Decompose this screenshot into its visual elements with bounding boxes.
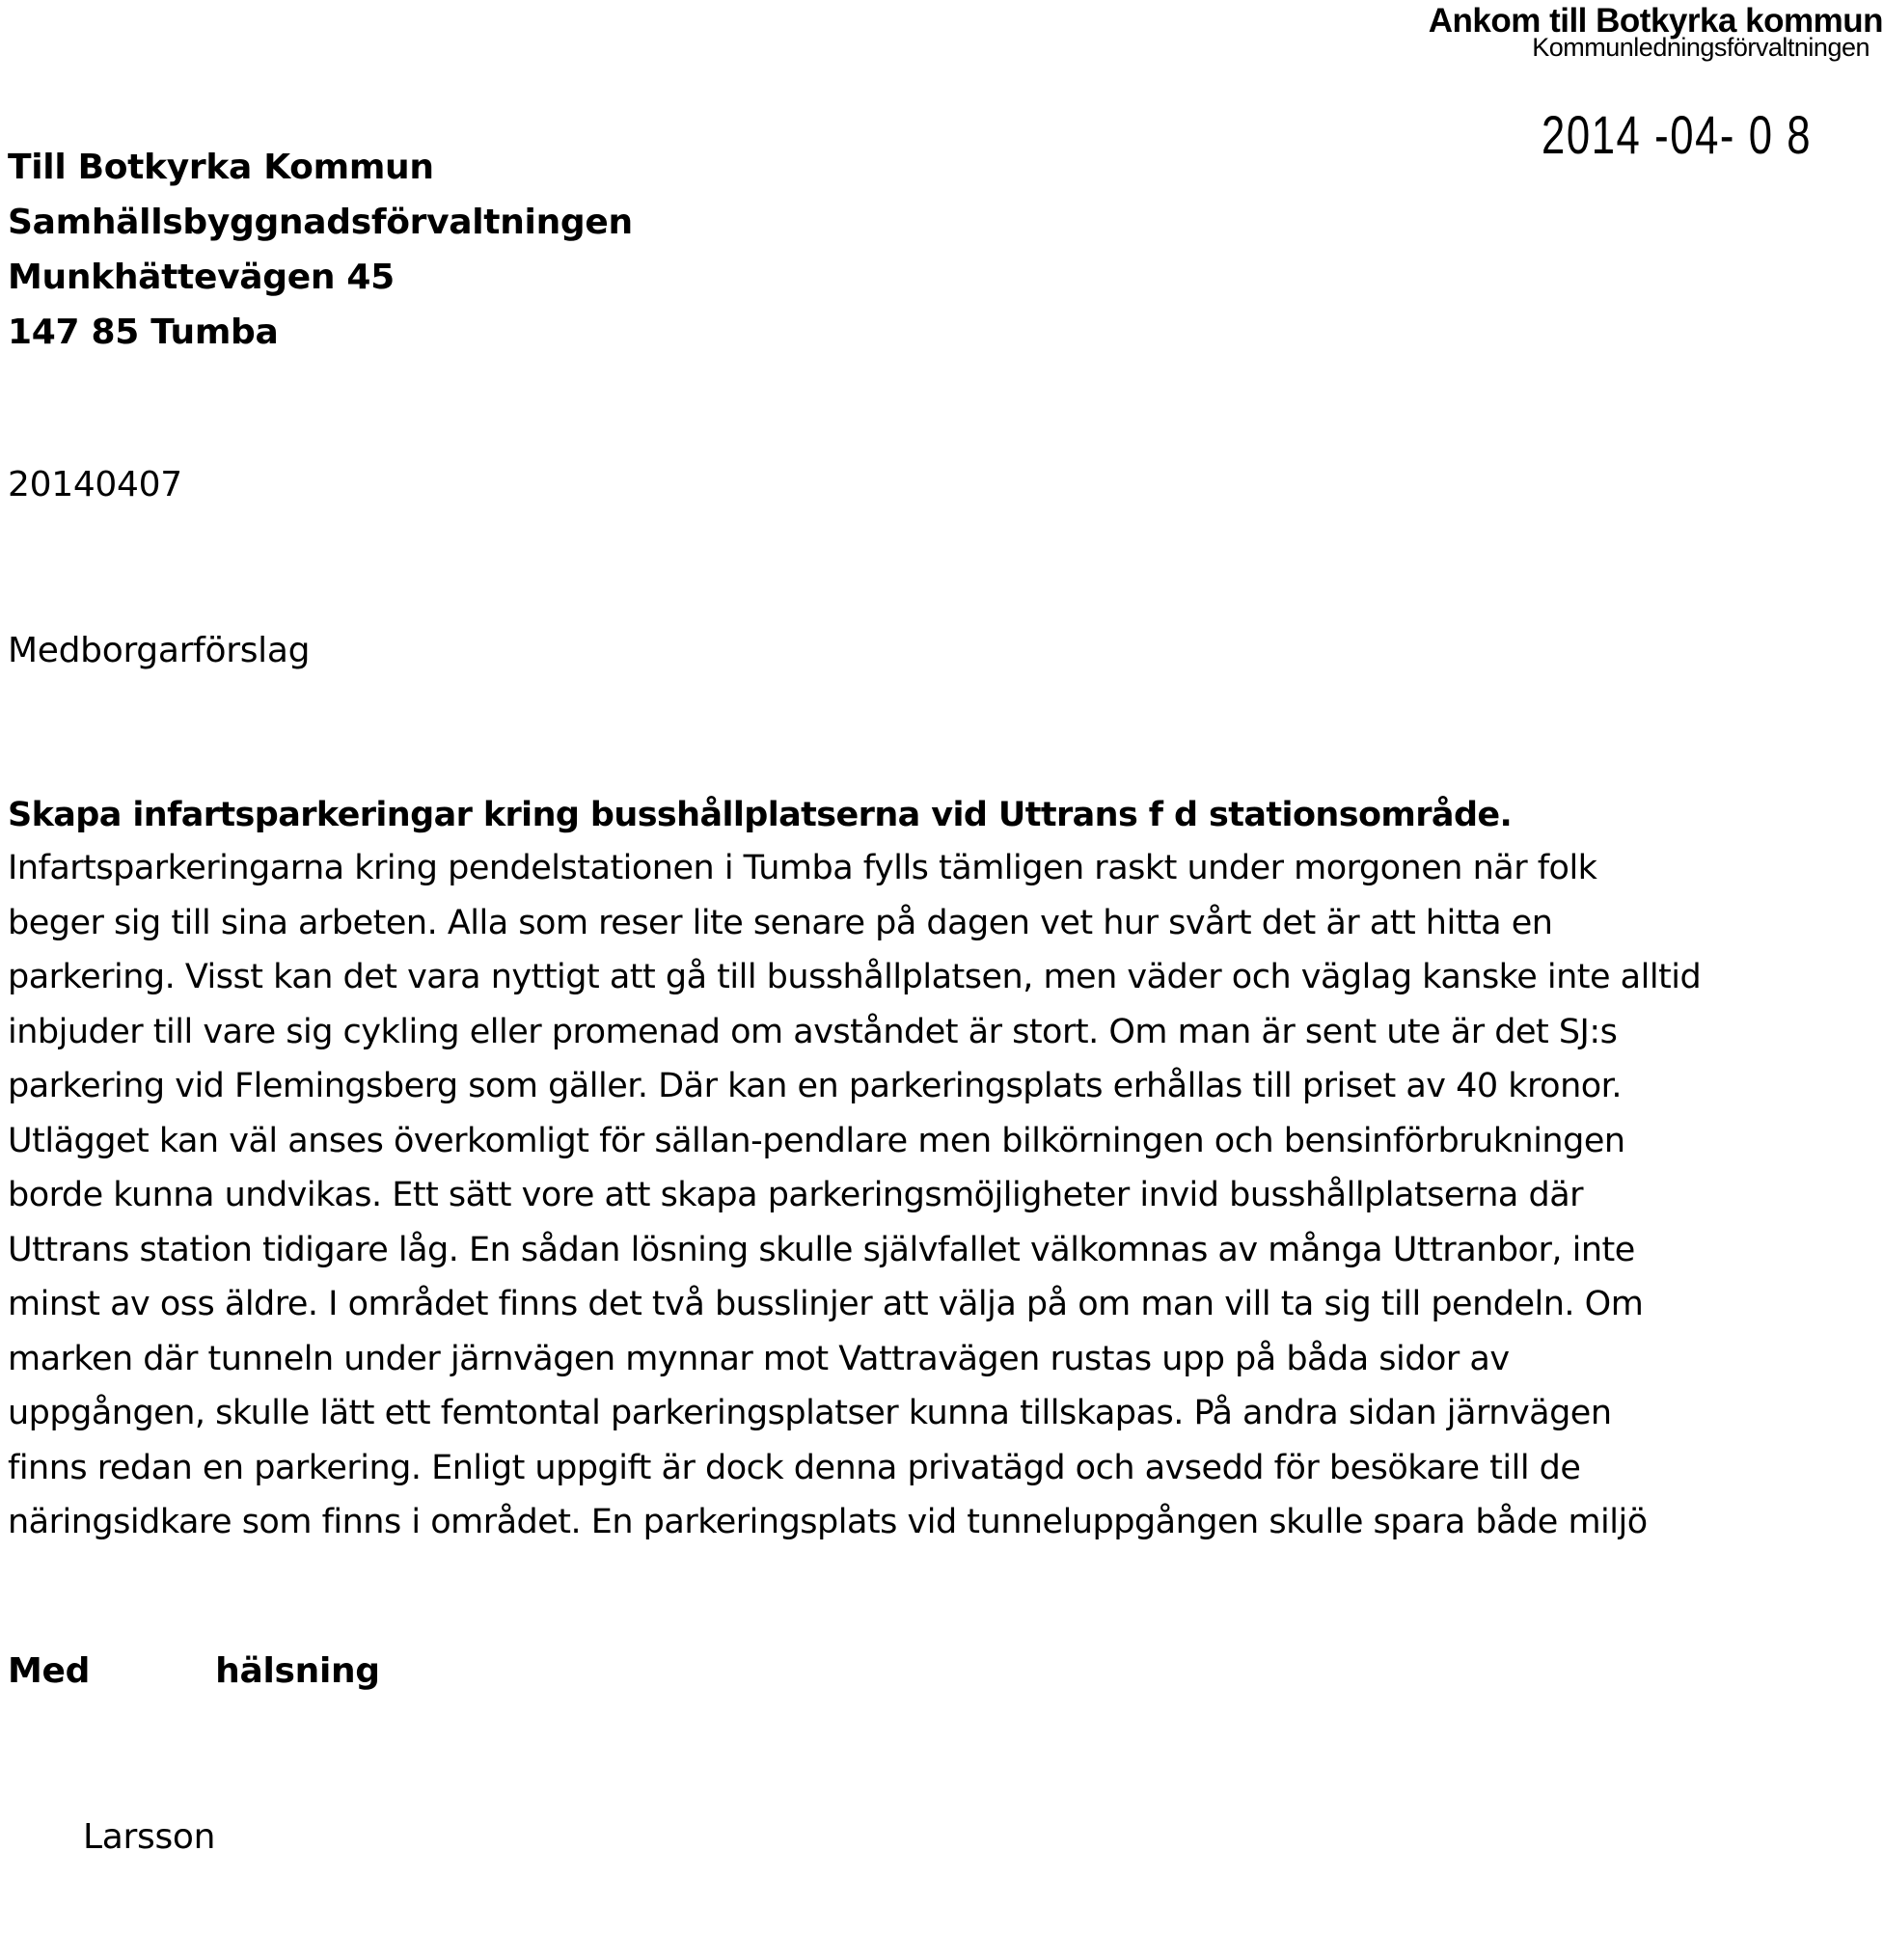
body-line: Utlägget kan väl anses överkomligt för sällan-pendlare men bilkörningen och bensinförbrukningen [8, 1121, 1625, 1160]
stamp-date: 2014 -04- 0 8 [1542, 104, 1813, 165]
recipient-address [8, 140, 633, 360]
letter-date: 20140407 [8, 465, 182, 504]
body-line: Infartsparkeringarna kring pendelstationen i Tumba fylls tämligen raskt under morgonen när folk [8, 849, 1597, 887]
body-line: näringsidkare som finns i området. En parkeringsplats vid tunneluppgången skulle spara både miljö [8, 1503, 1648, 1541]
signature-name: Larsson [83, 1817, 216, 1857]
body-line: borde kunna undvikas. Ett sätt vore att skapa parkeringsmöjligheter invid busshållplatserna där [8, 1176, 1584, 1214]
stamp-received-text: Ankom till Botkyrka kommun [1428, 2, 1883, 40]
body-line: marken där tunneln under järnvägen mynnar mot Vattravägen rustas upp på båda sidor av [8, 1339, 1510, 1378]
stamp-department-text: Kommunledningsförvaltningen [1532, 33, 1869, 62]
recipient-line: Till Botkyrka Kommun [8, 148, 434, 187]
body-line: parkering vid Flemingsberg som gäller. Där kan en parkeringsplats erhållas till priset av 40 kronor. [8, 1067, 1622, 1105]
recipient-line: Munkhättevägen 45 [8, 258, 395, 297]
body-line: Uttrans station tidigare låg. En sådan lösning skulle självfallet välkomnas av många Uttranbor, inte [8, 1230, 1635, 1269]
document-type: Medborgarförslag [8, 631, 311, 670]
subject-heading: Skapa infartsparkeringar kring busshållplatserna vid Uttrans f d stationsområde. [8, 796, 1513, 834]
closing-greeting [8, 1647, 380, 1696]
recipient-line: 147 85 Tumba [8, 313, 279, 352]
recipient-line: Samhällsbyggnadsförvaltningen [8, 203, 633, 242]
closing-word: hälsning [215, 1651, 380, 1691]
body-line: beger sig till sina arbeten. Alla som reser lite senare på dagen vet hur svårt det är att hitta en [8, 903, 1553, 942]
body-line: parkering. Visst kan det vara nyttigt att gå till busshållplatsen, men väder och väglag kanske inte alltid [8, 958, 1702, 996]
body-line: uppgången, skulle lätt ett femtontal parkeringsplatser kunna tillskapas. På andra sidan järnvägen [8, 1394, 1612, 1432]
body-line: inbjuder till vare sig cykling eller promenad om avståndet är stort. Om man är sent ute är det SJ:s [8, 1012, 1618, 1051]
closing-word: Med [8, 1651, 91, 1691]
body-line: minst av oss äldre. I området finns det två busslinjer att välja på om man vill ta sig till pendeln. Om [8, 1285, 1644, 1323]
body-line: finns redan en parkering. Enligt uppgift är dock denna privatägd och avsedd för besökare till de [8, 1448, 1581, 1487]
letter-body [8, 841, 1841, 1550]
